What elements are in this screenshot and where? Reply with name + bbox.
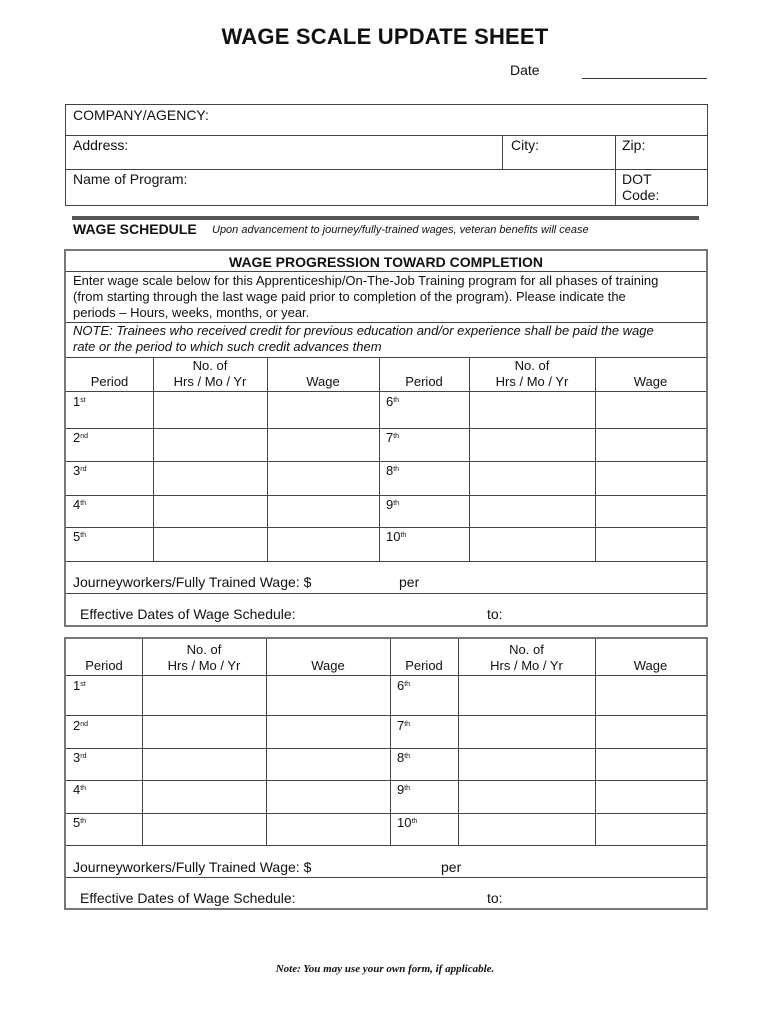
col-hrs-left-2: Hrs / Mo / Yr: [167, 658, 241, 673]
city-cell[interactable]: [502, 136, 539, 169]
program-label: Name of Program:: [73, 171, 188, 187]
col-period-left: Period: [90, 374, 129, 389]
period-label: 7th: [397, 718, 411, 733]
period-label: 4th: [73, 497, 87, 512]
period-label: 3rd: [73, 463, 87, 478]
period-label: 7th: [386, 430, 400, 445]
period-label: 10th: [386, 529, 407, 544]
col-hrs-right-2: Hrs / Mo / Yr: [490, 658, 563, 673]
col-period-right: Period: [405, 374, 443, 389]
wage-table-2: [64, 637, 708, 910]
company-label: COMPANY/AGENCY:: [73, 107, 209, 123]
period-label: 5th: [73, 815, 87, 830]
period-label: 2nd: [73, 718, 89, 733]
period-label: 4th: [73, 782, 87, 797]
period-label: 9th: [386, 497, 400, 512]
wage-schedule-heading: WAGE SCHEDULE: [73, 221, 197, 237]
company-row[interactable]: [66, 105, 707, 136]
period-label: 8th: [397, 750, 411, 765]
zip-label: Zip:: [622, 137, 646, 153]
instructions-line-3: periods – Hours, weeks, months, or year.: [73, 305, 310, 320]
period-label: 6th: [386, 394, 400, 409]
journey-wage-label: Journeyworkers/Fully Trained Wage: $: [73, 574, 312, 590]
col-wage-right: Wage: [633, 374, 668, 389]
zip-cell[interactable]: [615, 136, 646, 169]
address-row: [66, 136, 707, 170]
col-hrs-left-1: No. of: [192, 358, 228, 373]
col-hrs-left-2: Hrs / Mo / Yr: [173, 374, 247, 389]
address-label: Address:: [73, 137, 129, 153]
city-label: City:: [511, 137, 539, 153]
instructions-line-2: (from starting through the last wage paid prior to completion of the program). Please indicate the: [73, 289, 626, 304]
period-label: 6th: [397, 678, 411, 693]
effective-dates-label: Effective Dates of Wage Schedule:: [80, 890, 296, 906]
journey-wage-label: Journeyworkers/Fully Trained Wage: $: [73, 859, 312, 875]
dot-label: DOT Code:: [622, 171, 660, 203]
per-label: per: [441, 859, 462, 875]
col-period-right: Period: [405, 658, 443, 673]
page-title: WAGE SCALE UPDATE SHEET: [221, 24, 549, 49]
col-hrs-right-1: No. of: [514, 358, 550, 373]
col-wage-left: Wage: [311, 658, 345, 673]
wage-schedule-note: Upon advancement to journey/fully-trained wages, veteran benefits will cease: [212, 224, 589, 236]
wage-table-1: [64, 249, 708, 627]
period-label: 5th: [73, 529, 87, 544]
period-label: 3rd: [73, 750, 87, 765]
col-hrs-right-1: No. of: [509, 642, 544, 657]
period-label: 9th: [397, 782, 411, 797]
effective-dates-label: Effective Dates of Wage Schedule:: [80, 606, 296, 622]
company-info-box: [65, 104, 708, 206]
col-wage-right: Wage: [633, 658, 668, 673]
period-label: 10th: [397, 815, 418, 830]
instructions-line-1: Enter wage scale below for this Apprenticeship/On-The-Job Training program for all phases of training: [73, 273, 659, 288]
progression-heading: WAGE PROGRESSION TOWARD COMPLETION: [229, 254, 543, 270]
date-field[interactable]: [582, 78, 707, 79]
period-label: 8th: [386, 463, 400, 478]
note-line-1: NOTE: Trainees who received credit for previous education and/or experience shall be paid the wage: [73, 323, 654, 338]
note-line-2: rate or the period to which such credit advances them: [73, 339, 382, 354]
program-row: [66, 170, 707, 205]
col-period-left: Period: [85, 658, 123, 673]
footer-note: Note: You may use your own form, if applicable.: [275, 963, 495, 975]
col-wage-left: Wage: [306, 374, 340, 389]
per-label: per: [399, 574, 420, 590]
col-hrs-left-1: No. of: [186, 642, 222, 657]
dot-cell[interactable]: [615, 170, 660, 205]
period-label: 2nd: [73, 430, 89, 445]
period-label: 1st: [73, 394, 86, 409]
period-label: 1st: [73, 678, 86, 693]
to-label: to:: [487, 890, 503, 906]
date-label: Date: [510, 62, 540, 78]
col-hrs-right-2: Hrs / Mo / Yr: [495, 374, 569, 389]
section-divider: [72, 216, 699, 220]
to-label: to:: [487, 606, 503, 622]
